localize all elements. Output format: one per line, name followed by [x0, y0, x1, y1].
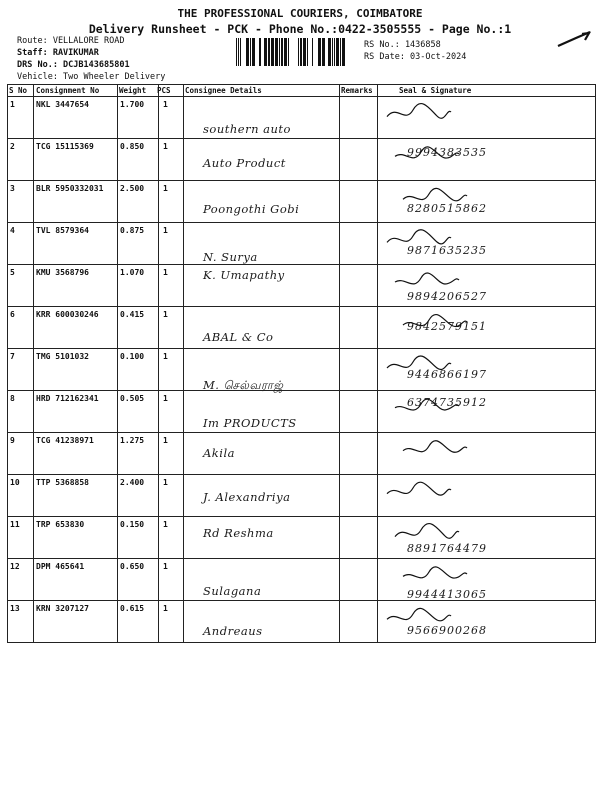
consignment-cell: TCG 41238971 [36, 436, 94, 445]
pcs-cell: 1 [163, 604, 168, 613]
phone-handwriting: 9871635235 [407, 244, 487, 257]
signature-icon [399, 310, 469, 336]
signature-icon [399, 562, 469, 588]
weight-cell: 1.070 [120, 268, 145, 277]
rs-no-label: RS No.: 1436858 [364, 40, 441, 50]
col-sno-header: S No [9, 86, 28, 95]
weight-cell: 2.500 [120, 184, 145, 193]
consignment-cell: DPM 465641 [36, 562, 85, 571]
sno-cell: 4 [10, 226, 15, 235]
consignment-cell: KRR 600030246 [36, 310, 99, 319]
signature-icon [391, 142, 461, 168]
consignee-handwriting: southern auto [203, 122, 291, 136]
weight-cell: 0.615 [120, 604, 145, 613]
barcode-icon [232, 38, 350, 66]
runsheet-table [7, 84, 596, 642]
consignment-cell: NKL 3447654 [36, 100, 89, 109]
col-weight-header: Weight [119, 86, 147, 95]
consignee-handwriting: Poongothi Gobi [203, 202, 300, 216]
sno-cell: 3 [10, 184, 15, 193]
consignment-cell: KMU 3568796 [36, 268, 89, 277]
sno-cell: 2 [10, 142, 15, 151]
consignee-handwriting: M. செல்வராஜ் [203, 378, 284, 392]
pcs-cell: 1 [163, 310, 168, 319]
signature-icon [383, 352, 453, 378]
phone-handwriting: 9842579151 [407, 320, 487, 333]
consignment-cell: TVL 8579364 [36, 226, 89, 235]
pcs-cell: 1 [163, 100, 168, 109]
sno-cell: 8 [10, 394, 15, 403]
consignee-handwriting: Rd Reshma [203, 526, 274, 540]
sno-cell: 6 [10, 310, 15, 319]
pen-mark-icon [556, 28, 592, 50]
signature-icon [383, 226, 453, 252]
sno-cell: 7 [10, 352, 15, 361]
weight-cell: 0.505 [120, 394, 145, 403]
col-consignment-header: Consignment No [36, 86, 100, 95]
drs-label: DRS No.: DCJB143685801 [17, 60, 130, 70]
phone-handwriting: 9944413065 [407, 588, 487, 601]
consignment-cell: HRD 712162341 [36, 394, 99, 403]
weight-cell: 0.650 [120, 562, 145, 571]
pcs-cell: 1 [163, 436, 168, 445]
sno-cell: 9 [10, 436, 15, 445]
runsheet-subtitle: Delivery Runsheet - PCK - Phone No.:0422-3505555 - Page No.:1 [88, 22, 512, 36]
col-remarks-header: Remarks [341, 86, 373, 95]
weight-cell: 0.150 [120, 520, 145, 529]
weight-cell: 0.415 [120, 310, 145, 319]
pcs-cell: 1 [163, 562, 168, 571]
pcs-cell: 1 [163, 478, 168, 487]
consignee-handwriting: J. Alexandriya [203, 490, 291, 504]
consignment-cell: TMG 5101032 [36, 352, 89, 361]
pcs-cell: 1 [163, 268, 168, 277]
rs-date-label: RS Date: 03-Oct-2024 [364, 52, 467, 62]
pcs-cell: 1 [163, 142, 168, 151]
col-consignee-header: Consignee Details [185, 86, 262, 95]
consignment-cell: BLR 5950332031 [36, 184, 104, 193]
phone-handwriting: 6374735912 [407, 396, 487, 409]
signature-icon [383, 478, 453, 504]
consignee-handwriting: Andreaus [203, 624, 263, 638]
sno-cell: 13 [10, 604, 20, 613]
sno-cell: 11 [10, 520, 20, 529]
consignee-handwriting: Auto Product [203, 156, 286, 170]
weight-cell: 2.400 [120, 478, 145, 487]
weight-cell: 0.875 [120, 226, 145, 235]
consignment-cell: TRP 653830 [36, 520, 85, 529]
vehicle-label: Vehicle: Two Wheeler Delivery [17, 72, 166, 82]
signature-icon [391, 394, 461, 420]
company-title: THE PROFESSIONAL COURIERS, COIMBATORE [177, 7, 423, 20]
pcs-cell: 1 [163, 226, 168, 235]
weight-cell: 1.700 [120, 100, 145, 109]
col-pcs-header: PCS [157, 86, 171, 95]
phone-handwriting: 9894206527 [407, 290, 487, 303]
signature-icon [391, 520, 461, 546]
weight-cell: 0.100 [120, 352, 145, 361]
pcs-cell: 1 [163, 520, 168, 529]
phone-handwriting: 9994383535 [407, 146, 487, 159]
signature-icon [383, 604, 453, 630]
col-seal-header: Seal & Signature [399, 86, 472, 95]
consignment-cell: TCG 15115369 [36, 142, 94, 151]
signature-icon [391, 268, 461, 294]
signature-icon [383, 100, 453, 126]
phone-handwriting: 8891764479 [407, 542, 487, 555]
weight-cell: 0.850 [120, 142, 145, 151]
phone-handwriting: 8280515862 [407, 202, 487, 215]
pcs-cell: 1 [163, 394, 168, 403]
signature-icon [399, 184, 469, 210]
consignee-handwriting: K. Umapathy [203, 268, 285, 282]
consignment-cell: KRN 3207127 [36, 604, 89, 613]
pcs-cell: 1 [163, 184, 168, 193]
sno-cell: 1 [10, 100, 15, 109]
consignee-handwriting: N. Surya [203, 250, 258, 264]
route-label: Route: VELLALORE ROAD [17, 36, 125, 46]
consignment-cell: TTP 5368858 [36, 478, 89, 487]
consignee-handwriting: Sulagana [203, 584, 262, 598]
weight-cell: 1.275 [120, 436, 145, 445]
pcs-cell: 1 [163, 352, 168, 361]
phone-handwriting: 9566900268 [407, 624, 487, 637]
sno-cell: 5 [10, 268, 15, 277]
consignee-handwriting: ABAL & Co [203, 330, 274, 344]
signature-icon [399, 436, 469, 462]
phone-handwriting: 9446866197 [407, 368, 487, 381]
staff-label: Staff: RAVIKUMAR [17, 48, 99, 58]
sno-cell: 10 [10, 478, 20, 487]
consignee-handwriting: Im PRODUCTS [203, 416, 297, 430]
consignee-handwriting: Akila [203, 446, 235, 460]
sno-cell: 12 [10, 562, 20, 571]
